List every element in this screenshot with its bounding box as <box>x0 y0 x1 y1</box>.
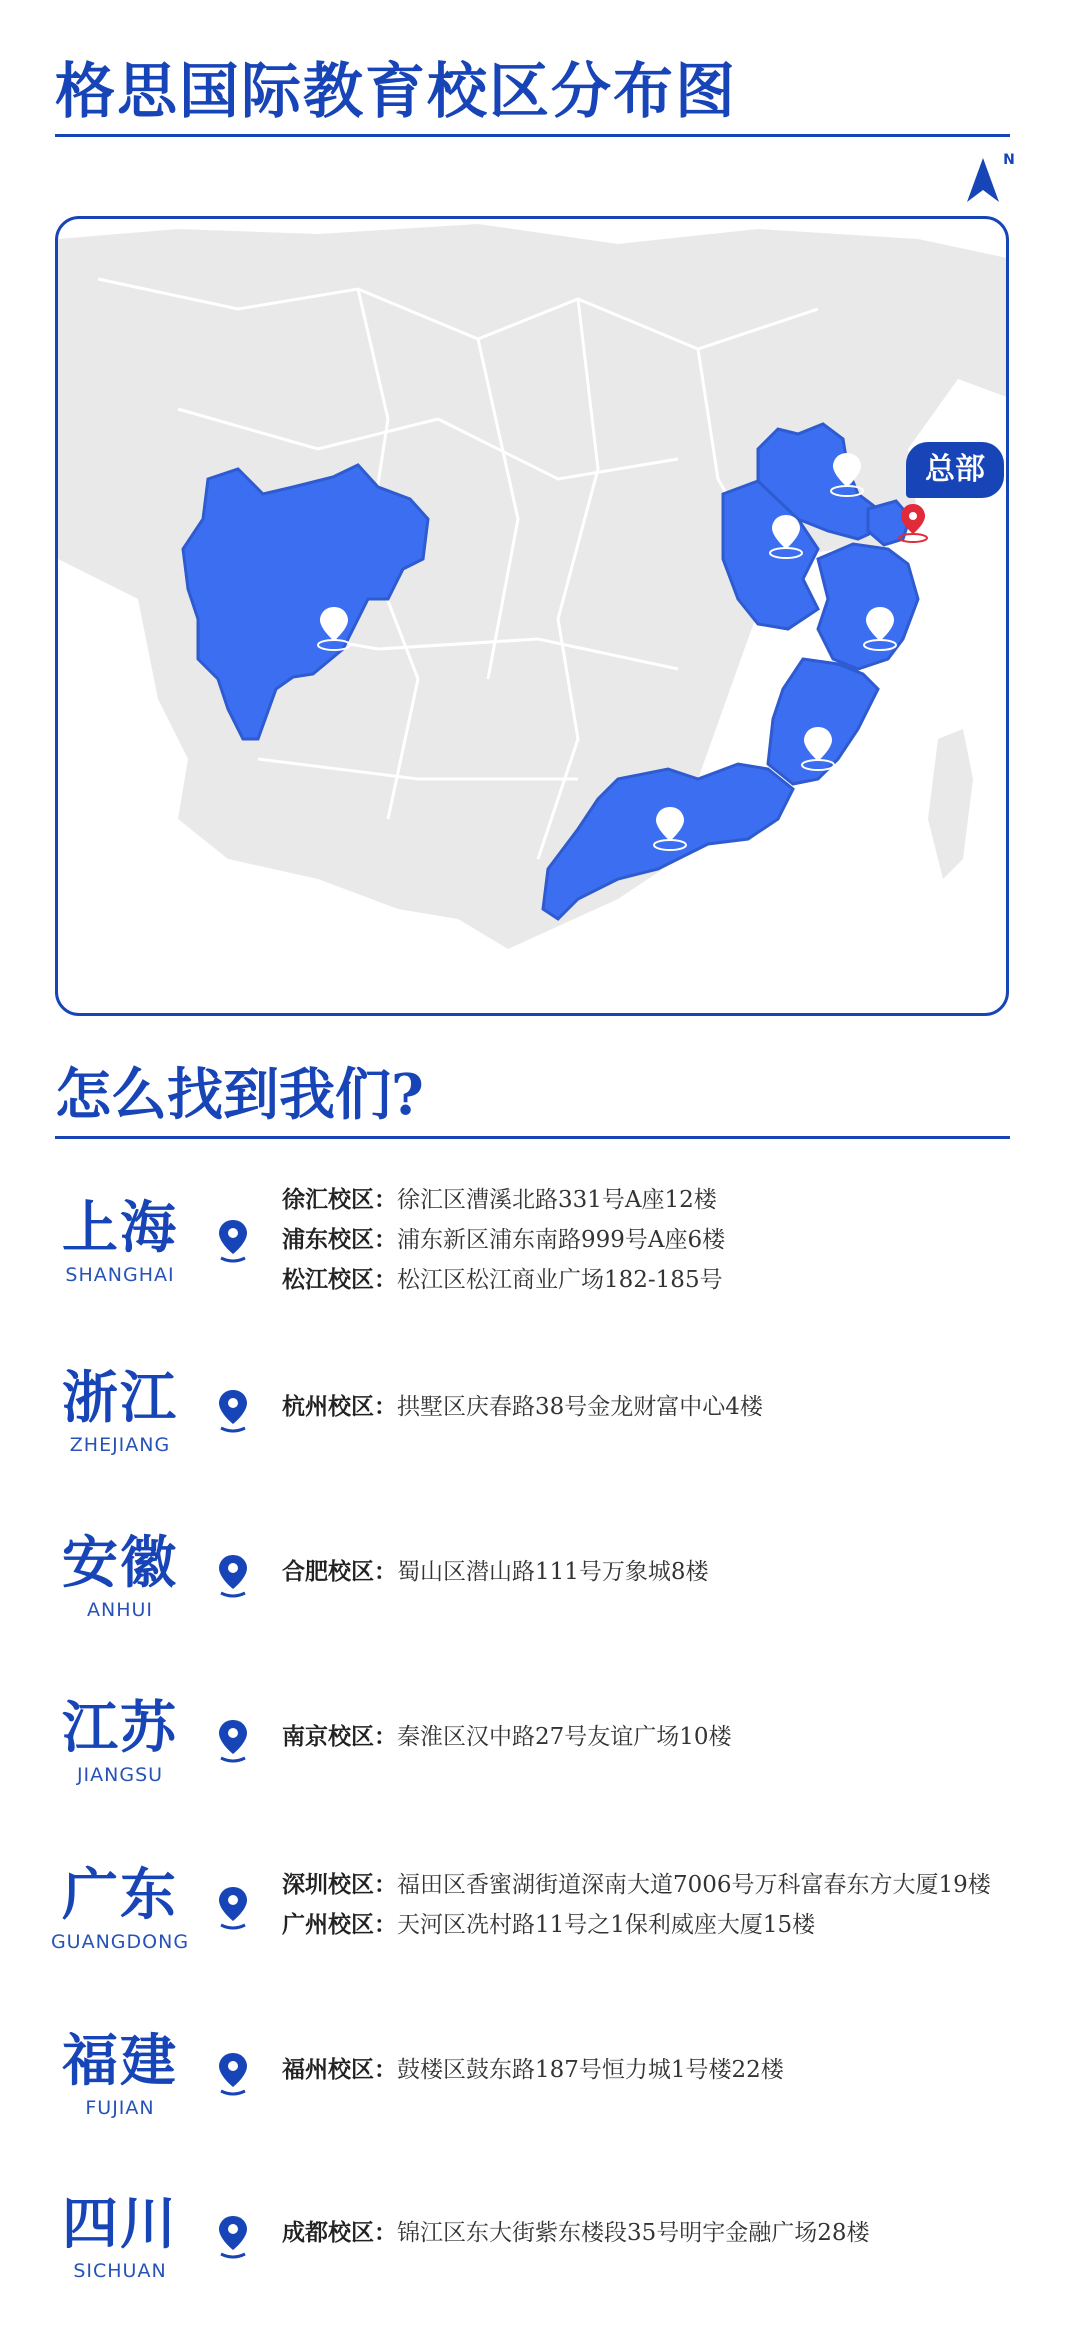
taiwan-land <box>928 729 973 879</box>
campus-address: 天河区冼村路11号之1保利威座大厦15楼 <box>397 1912 816 1938</box>
campus-line <box>282 1180 725 1220</box>
region-name-en: SHANGHAI <box>65 1264 175 1286</box>
campus-address: 锦江区东大街紫东楼段35号明宇金融广场28楼 <box>397 2220 870 2246</box>
campus-label: 浦东校区： <box>282 1226 397 1253</box>
campus-label: 杭州校区： <box>282 1393 397 1420</box>
region-name-en: FUJIAN <box>85 2097 155 2119</box>
region-name-en: JIANGSU <box>76 1764 164 1786</box>
campus-address: 福田区香蜜湖街道深南大道7006号万科富春东方大厦19楼 <box>397 1872 991 1898</box>
region-name-en: ZHEJIANG <box>69 1434 171 1456</box>
campus-line <box>282 1865 991 1905</box>
campus-label: 松江校区： <box>282 1266 397 1293</box>
page-title: 格思国际教育校区分布图 <box>55 57 737 127</box>
location-pin-icon <box>216 1885 250 1931</box>
campus-label: 成都校区： <box>282 2219 397 2246</box>
region-name: 福建 <box>62 2028 178 2094</box>
campus-label: 合肥校区： <box>282 1558 397 1585</box>
location-pin-icon <box>216 1218 250 1264</box>
compass-label: N <box>1003 152 1015 168</box>
region-name: 安徽 <box>62 1530 178 1596</box>
region-name: 四川 <box>62 2191 178 2257</box>
map-canvas <box>58 219 1009 1016</box>
campus-line <box>282 1717 732 1757</box>
campus-label: 深圳校区： <box>282 1871 397 1898</box>
region-fujian <box>768 659 878 784</box>
campus-line <box>282 1220 725 1260</box>
location-pin-icon <box>216 1388 250 1434</box>
title-divider <box>55 134 1010 137</box>
hq-badge: 总部 <box>906 442 1004 498</box>
region-name-en: SICHUAN <box>73 2260 167 2282</box>
campus-label: 徐汇校区： <box>282 1186 397 1213</box>
region-name-en: ANHUI <box>86 1599 153 1621</box>
campus-address: 徐汇区漕溪北路331号A座12楼 <box>397 1187 717 1213</box>
location-pin-icon <box>216 2051 250 2097</box>
section-divider <box>55 1136 1010 1139</box>
campus-label: 福州校区： <box>282 2056 397 2083</box>
region-name: 江苏 <box>62 1695 178 1761</box>
location-pin-icon <box>216 2214 250 2260</box>
north-arrow-icon <box>965 150 1015 205</box>
campus-line <box>282 2050 784 2090</box>
region-name: 上海 <box>62 1195 178 1261</box>
campus-map <box>55 216 1009 1016</box>
region-name: 浙江 <box>62 1365 178 1431</box>
region-name-en: GUANGDONG <box>50 1931 190 1953</box>
campus-address: 松江区松江商业广场182-185号 <box>397 1267 723 1293</box>
campus-line <box>282 1387 763 1427</box>
region-zhejiang <box>818 544 918 669</box>
campus-label: 南京校区： <box>282 1723 397 1750</box>
campus-label: 广州校区： <box>282 1911 397 1938</box>
campus-address: 秦淮区汉中路27号友谊广场10楼 <box>397 1724 732 1750</box>
campus-address: 拱墅区庆春路38号金龙财富中心4楼 <box>397 1394 763 1420</box>
section-title: 怎么找到我们? <box>55 1062 424 1128</box>
region-name: 广东 <box>62 1862 178 1928</box>
campus-line <box>282 1552 709 1592</box>
campus-line <box>282 1905 991 1945</box>
location-pin-icon <box>216 1718 250 1764</box>
campus-line <box>282 2213 870 2253</box>
campus-address: 蜀山区潜山路111号万象城8楼 <box>397 1559 709 1585</box>
campus-address: 浦东新区浦东南路999号A座6楼 <box>397 1227 726 1253</box>
location-pin-icon <box>216 1553 250 1599</box>
campus-address: 鼓楼区鼓东路187号恒力城1号楼22楼 <box>397 2057 784 2083</box>
campus-line <box>282 1260 725 1300</box>
